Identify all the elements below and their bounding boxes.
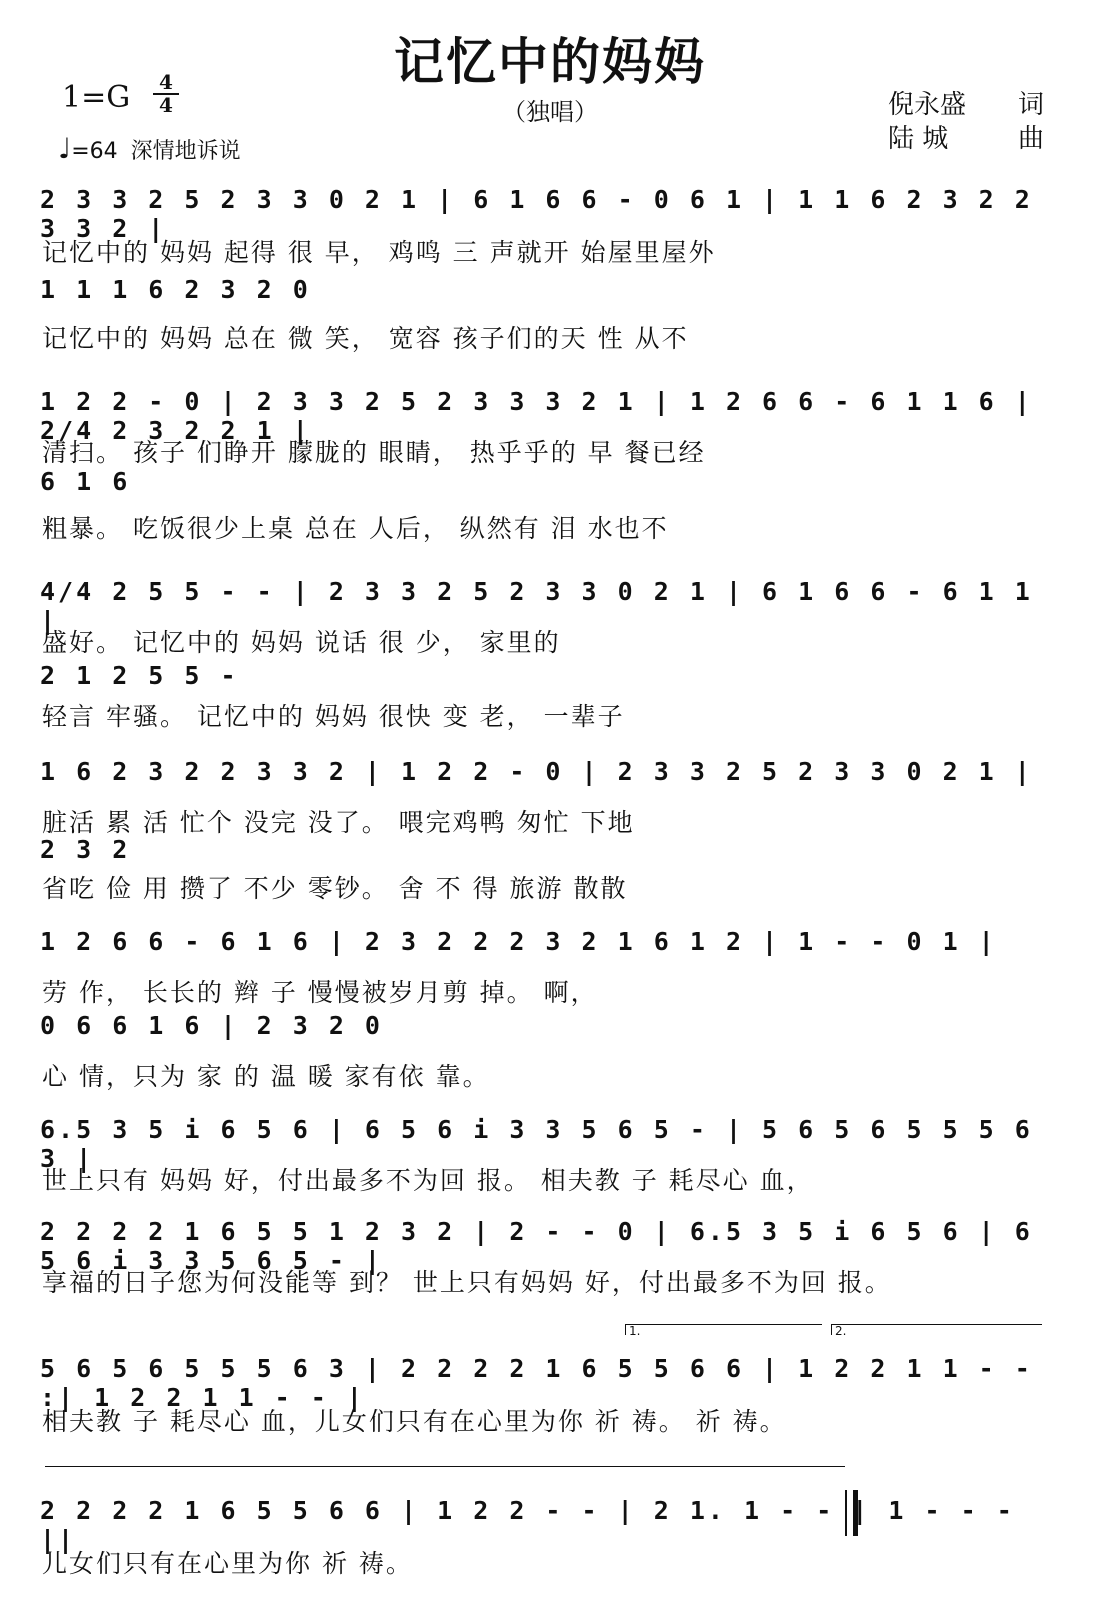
lyrics-verse-1: 盛好。 记忆中的 妈妈 说话 很 少， 家里的 <box>42 628 561 657</box>
notation-line: 4/4 2 5 5 - - | 2 3 3 2 5 2 3 3 0 2 1 | 6 1 6 6 - 6 1 1 | <box>40 577 1033 635</box>
song-title: 记忆中的妈妈 <box>394 33 706 91</box>
notation-line: 2 3 3 2 5 2 3 3 0 2 1 | 6 1 6 6 - 0 6 1 | 1 1 6 2 3 2 2 3 3 2 | <box>40 185 1033 243</box>
notation-line-verse-2: 2 1 2 5 5 - <box>40 661 239 690</box>
lyricist-name: 倪永盛 <box>888 90 967 120</box>
time-signature-top: 4 <box>159 70 173 94</box>
section-line <box>45 1466 845 1467</box>
notation-line-verse-2: 6 1 6 <box>40 467 131 496</box>
second-ending-label: 2. <box>835 1324 847 1338</box>
notation-line-verse-2: 1 1 1 6 2 3 2 0 <box>40 275 311 304</box>
first-ending-bracket <box>625 1324 822 1338</box>
notation-line: 2 2 2 2 1 6 5 5 1 2 3 2 | 2 - - 0 | 6.5 3 5 i 6 5 6 | 6 5 6 i 3 3 5 6 5 - | <box>40 1217 1033 1275</box>
lyrics-line: 世上只有 妈妈 好，付出最多不为回 报。 相夫教 子 耗尽心 血， <box>42 1166 814 1195</box>
lyrics-verse-1: 记忆中的 妈妈 起得 很 早， 鸡鸣 三 声就开 始屋里屋外 <box>42 238 716 267</box>
lyrics-verse-2: 省吃 俭 用 攒了 不少 零钞。 舍 不 得 旅游 散散 <box>42 874 628 903</box>
second-ending-bracket <box>831 1324 1042 1338</box>
lyrics-verse-2: 心 情，只为 家 的 温 暖 家有依 靠。 <box>42 1062 490 1091</box>
notation-line: 6.5 3 5 i 6 5 6 | 6 5 6 i 3 3 5 6 5 - | 5 6 5 6 5 5 5 6 3 | <box>40 1115 1033 1173</box>
notation-line-verse-2: 2 3 2 <box>40 835 131 864</box>
tempo-value: =64 <box>71 139 118 164</box>
lyrics-line: 享福的日子您为何没能等 到？ 世上只有妈妈 好，付出最多不为回 报。 <box>42 1268 892 1297</box>
lyrics-verse-2: 粗暴。 吃饭很少上桌 总在 人后， 纵然有 泪 水也不 <box>42 514 669 543</box>
lyrics-verse-2: 记忆中的 妈妈 总在 微 笑， 宽容 孩子们的天 性 从不 <box>42 324 689 353</box>
key-signature: 1=G <box>62 80 131 115</box>
tempo-marking <box>58 132 241 165</box>
notation-line: 5 6 5 6 5 5 5 6 3 | 2 2 2 2 1 6 5 5 6 6 | 1 2 2 1 1 - - :| 1 2 2 1 1 - - | <box>40 1354 1033 1412</box>
notation-line-verse-2: 0 6 6 1 6 | 2 3 2 0 <box>40 1011 383 1040</box>
time-signature-bottom: 4 <box>159 93 173 117</box>
first-ending-label: 1. <box>629 1324 641 1338</box>
composer-role: 曲 <box>1018 124 1045 154</box>
final-barline <box>845 1490 858 1536</box>
lyrics-line: 相夫教 子 耗尽心 血，儿女们只有在心里为你 祈 祷。 祈 祷。 <box>42 1407 787 1436</box>
performance-type: （独唱） <box>502 98 598 126</box>
notation-line: 1 2 6 6 - 6 1 6 | 2 3 2 2 2 3 2 1 6 1 2 | 1 - - 0 1 | <box>40 927 997 956</box>
notation-line: 1 6 2 3 2 2 3 3 2 | 1 2 2 - 0 | 2 3 3 2 5 2 3 3 0 2 1 | <box>40 757 1033 786</box>
lyrics-line: 儿女们只有在心里为你 祈 祷。 <box>42 1549 413 1578</box>
lyricist-credit <box>888 84 1045 121</box>
notation-line: 2 2 2 2 1 6 5 5 6 6 | 1 2 2 - - | 2 1. 1 - - | 1 - - - || <box>40 1496 1015 1554</box>
composer-credit <box>888 118 1045 155</box>
lyrics-verse-2: 轻言 牢骚。 记忆中的 妈妈 很快 变 老， 一辈子 <box>42 702 625 731</box>
expression-marking: 深情地诉说 <box>130 139 241 164</box>
lyrics-verse-1: 清扫。 孩子 们睁开 朦胧的 眼睛， 热乎乎的 早 餐已经 <box>42 438 706 467</box>
lyrics-verse-1: 脏活 累 活 忙个 没完 没了。 喂完鸡鸭 匆忙 下地 <box>42 808 635 837</box>
lyrics-verse-1: 劳 作， 长长的 辫 子 慢慢被岁月剪 掉。 啊， <box>42 978 598 1007</box>
notation-line: 1 2 2 - 0 | 2 3 3 2 5 2 3 3 3 2 1 | 1 2 6 6 - 6 1 1 6 | 2/4 2 3 2 2 1 | <box>40 387 1033 445</box>
lyricist-role: 词 <box>1018 90 1045 120</box>
quarter-note-icon: ♩ <box>58 132 72 165</box>
time-signature <box>153 72 179 116</box>
composer-name: 陆 城 <box>888 124 949 154</box>
